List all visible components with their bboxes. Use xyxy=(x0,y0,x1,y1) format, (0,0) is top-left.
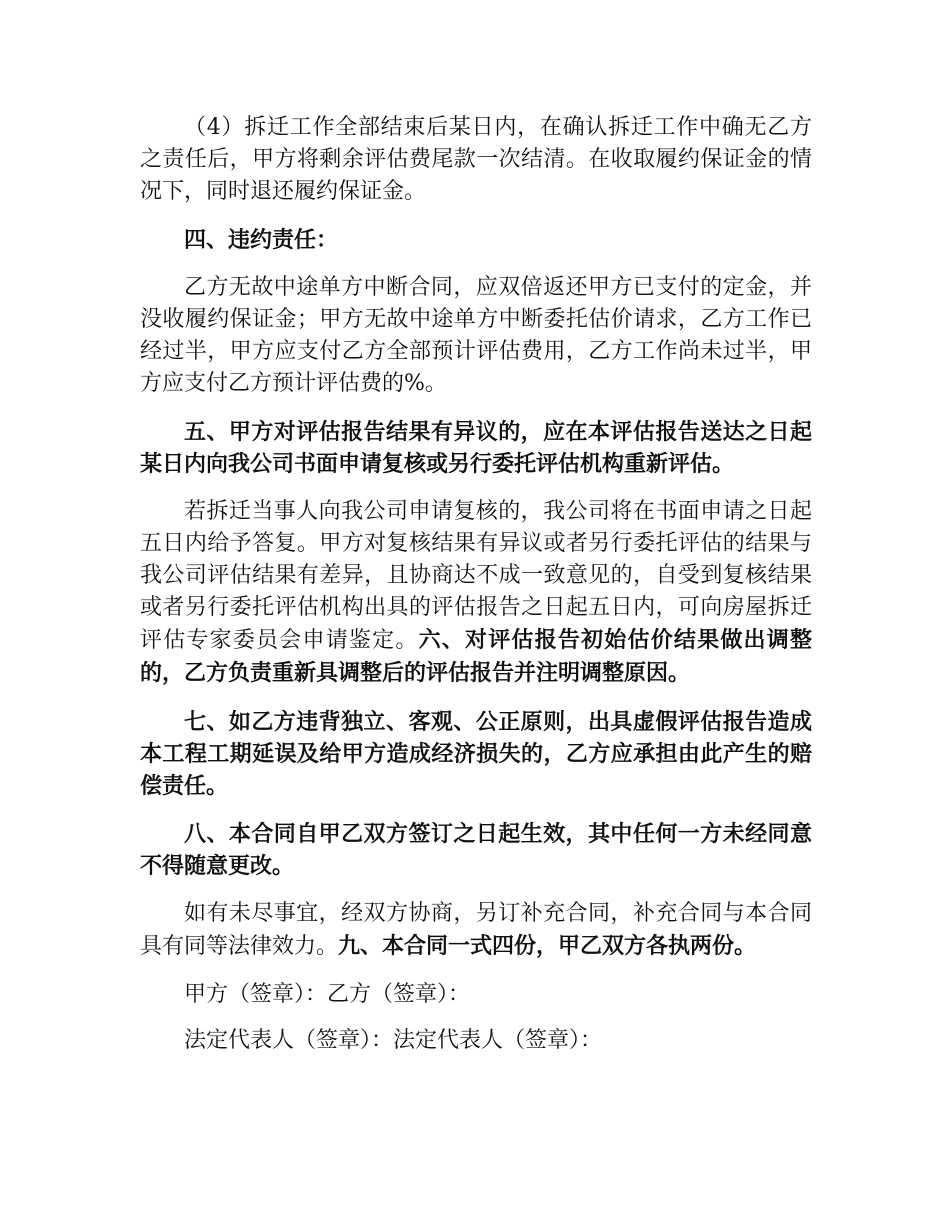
section-heading-breach-liability: 四、违约责任： xyxy=(184,227,339,253)
section-heading-objection: 五、甲方对评估报告结果有异议的，应在本评估报告送达之日起某日内向我公司书面申请复核或另行委托评估机构重新评估。 xyxy=(140,419,812,477)
signature-line-legal-representatives: 法定代表人（签章）：法定代表人（签章）： xyxy=(184,1028,603,1053)
paragraph-breach-terms: 乙方无故中途单方中断合同，应双倍返还甲方已支付的定金，并没收履约保证金；甲方无故中途单方中断委托估价请求，乙方工作已经过半，甲方应支付乙方全部预计评估费用，乙方工作尚未过半，甲方应支付乙方预计评估费的%。 xyxy=(140,275,812,396)
section-heading-adjustment: 六、对评估报告初始估价结果做出调整的，乙方负责重新具调整后的评估报告并注明调整原因。 xyxy=(140,627,812,686)
section-heading-false-report: 七、如乙方违背独立、客观、公正原则，出具虚假评估报告造成本工程工期延误及给甲方造成经济损失的，乙方应承担由此产生的赔偿责任。 xyxy=(140,709,812,799)
supplementary-text: 如有未尽事宜，经双方协商，另订补充合同，补充合同与本合同具有同等法律效力。 xyxy=(140,901,812,959)
paragraph-review-appraisal xyxy=(140,496,812,690)
signature-line-parties: 甲方（签章）：乙方（签章）： xyxy=(184,982,471,1007)
section-heading-copies: 九、本合同一式四份，甲乙双方各执两份。 xyxy=(338,933,757,959)
review-text: 若拆迁当事人向我公司申请复核的，我公司将在书面申请之日起五日内给予答复。甲方对复核结果有异议或者另行委托评估的结果与我公司评估结果有差异，且协商达不成一致意见的，自受到复核结果或者另行委托评估机构出具的评估报告之日起五日内，可向房屋拆迁评估专家委员会申请鉴定。 xyxy=(140,499,812,653)
section-heading-effective-date: 八、本合同自甲乙双方签订之日起生效，其中任何一方未经同意不得随意更改。 xyxy=(140,821,812,879)
paragraph-payment-balance: （4）拆迁工作全部结束后某日内，在确认拆迁工作中确无乙方之责任后，甲方将剩余评估费尾款一次结清。在收取履约保证金的情况下，同时退还履约保证金。 xyxy=(140,115,812,204)
document-body xyxy=(140,112,812,1071)
paragraph-supplementary-contract xyxy=(140,898,812,963)
